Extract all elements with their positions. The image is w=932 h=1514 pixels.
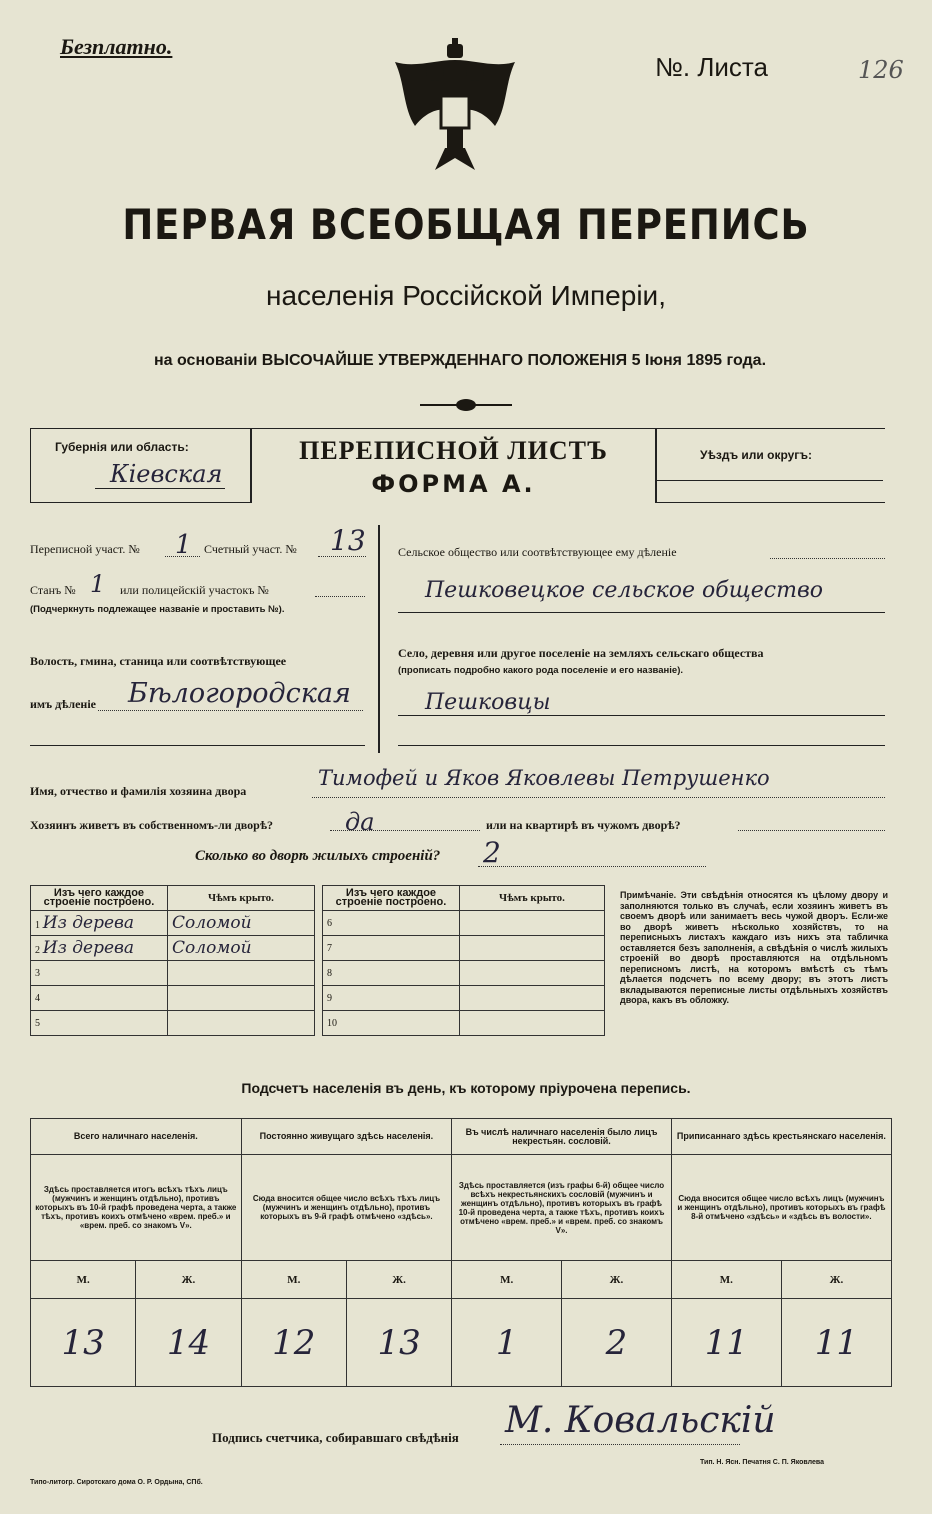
volost-label: Волость, гмина, станица или соотвѣтствующее [30, 654, 287, 668]
buildings-table-right [322, 885, 605, 1036]
col-material-header-2: Изъ чего каждое строеніе построено. [323, 886, 460, 911]
pop-assigned-m: 11 [671, 1299, 781, 1387]
signature-label: Подпись счетчика, собиравшаго свѣдѣнія [212, 1430, 459, 1445]
uezd-label: Уѣздъ или округъ: [700, 448, 813, 462]
col-roof-header-2: Чѣмъ крыто. [460, 886, 605, 911]
subscribe-note: (Подчеркнуть подлежащее названіе и проставить №). [30, 604, 285, 615]
schet-label: Счетный участ. № [204, 542, 297, 556]
buildings-table-left [30, 885, 315, 1036]
pop-total-f: 14 [136, 1299, 241, 1387]
owner-name-label: Имя, отчество и фамилія хозяина двора [30, 784, 247, 798]
table-row: 7 [323, 936, 605, 961]
page-subtitle: населенія Россійской Имперіи, [266, 280, 666, 311]
uchast-label: Переписной участ. № [30, 542, 140, 556]
table-row: 4 [31, 986, 315, 1011]
table-row: 1 Из дерева Соломой [31, 911, 315, 936]
village-note: (прописать подробно какого рода поселеніе и его названіе). [398, 665, 684, 676]
pop-desc-1: Здѣсь проставляется итогъ всѣхъ тѣхъ лицъ (мужчинъ и женщинъ отдѣльно), противъ которыхъ въ 10-й графѣ проведена черта, а также тѣхъ, противъ коихъ отмѣчено «врем. преб.» и «врем. преб. со знакомъ V». [31, 1155, 242, 1261]
buildings-count-value: 2 [483, 836, 501, 869]
form-title: ПЕРЕПИСНОЙ ЛИСТЪ [299, 436, 608, 465]
village-value: Пешковцы [425, 690, 551, 715]
pop-assigned-f: 11 [781, 1299, 891, 1387]
table-row: 6 [323, 911, 605, 936]
pop-m-label-1: М. [31, 1261, 136, 1299]
volost-value: Бѣлогородская [128, 678, 351, 709]
pop-nonpeasant-m: 1 [452, 1299, 562, 1387]
sheet-number-value: 126 [858, 56, 904, 84]
table-row: 2 Из дерева Соломой [31, 936, 315, 961]
table-row [31, 1299, 892, 1387]
village-label: Село, деревня или другое поселеніе на земляхъ сельскаго общества [398, 646, 764, 660]
pop-resident-m: 12 [241, 1299, 346, 1387]
uchast-value: 1 [175, 530, 192, 560]
table-row: 8 [323, 961, 605, 986]
owner-name-value: Тимофей и Яков Яковлевы Петрушенко [318, 766, 770, 790]
police-label: или полицейскій участокъ № [120, 583, 269, 597]
schet-value: 13 [330, 524, 366, 557]
table-row: 9 [323, 986, 605, 1011]
pop-f-label-1: Ж. [136, 1261, 241, 1299]
gubernia-value: Кiевская [110, 460, 223, 488]
owner-lives-label: Хозяинъ живетъ въ собственномъ-ли дворѣ? [30, 818, 274, 832]
col-material-header: Изъ чего каждое строеніе построено. [31, 886, 168, 911]
printer-right: Тип. Н. Ясн. Печатня С. П. Яковлева [700, 1459, 824, 1466]
page-title: ПЕРВАЯ ВСЕОБЩАЯ ПЕРЕПИСЬ [122, 200, 810, 249]
gubernia-label: Губернія или область: [55, 440, 189, 454]
stan-value: 1 [90, 570, 106, 598]
signature-value: М. Ковальскій [505, 1400, 776, 1441]
pop-f-label-4: Ж. [781, 1261, 891, 1299]
owner-lives-value: да [345, 808, 375, 836]
pop-head-4: Приписаннаго здѣсь крестьянскаго населенія. [671, 1119, 891, 1155]
table-row: 5 [31, 1011, 315, 1036]
col-roof-header: Чѣмъ крыто. [168, 886, 315, 911]
free-label: Безплатно. [60, 34, 173, 59]
pop-f-label-3: Ж. [562, 1261, 672, 1299]
pop-head-2: Постоянно живущаго здѣсь населенія. [241, 1119, 452, 1155]
pop-desc-3: Здѣсь проставляется (изъ графы 6-й) общее число всѣхъ некрестьянскихъ сословій (мужчинъ и женщинъ отдѣльно), противъ которыхъ въ графѣ 10-й проведена черта, а также тѣхъ, противъ коихъ отмѣчено «врем. преб.» и «врем. преб. со знакомъ V». [452, 1155, 672, 1261]
society-value: Пешковецкое сельское общество [425, 578, 823, 603]
pop-head-3: Въ числѣ наличнаго населенія было лицъ некрестьян. сословій. [452, 1119, 672, 1155]
sheet-number-label: №. Листа [655, 52, 769, 82]
form-subtitle: ФОРМА А. [371, 470, 536, 498]
population-table [30, 1118, 892, 1387]
ornament-divider [420, 398, 512, 412]
pop-total-m: 13 [31, 1299, 136, 1387]
population-title: Подсчетъ населенія въ день, къ которому пріурочена перепись. [241, 1080, 691, 1096]
basis-text: на основаніи ВЫСОЧАЙШЕ УТВЕРЖДЕННАГО ПОЛОЖЕНІЯ 5 Іюня 1895 года. [153, 352, 767, 369]
volost-label-2: имъ дѣленіе [30, 697, 96, 711]
buildings-count-label: Сколько во дворѣ жилыхъ строеній? [195, 848, 441, 864]
pop-m-label-3: М. [452, 1261, 562, 1299]
pop-desc-2: Сюда вносится общее число всѣхъ тѣхъ лицъ (мужчинъ и женщинъ отдѣльно), противъ которыхъ въ 9-й графѣ отмѣчено «здѣсь». [241, 1155, 452, 1261]
pop-f-label-2: Ж. [346, 1261, 451, 1299]
imperial-eagle-icon [385, 38, 525, 178]
pop-resident-f: 13 [346, 1299, 451, 1387]
pop-m-label-2: М. [241, 1261, 346, 1299]
society-label: Сельское общество или соотвѣтствующее ему дѣленіе [398, 545, 677, 559]
pop-head-1: Всего наличнаго населенія. [31, 1119, 242, 1155]
table-row: 3 [31, 961, 315, 986]
pop-nonpeasant-f: 2 [562, 1299, 672, 1387]
table-row: 10 [323, 1011, 605, 1036]
pop-m-label-4: М. [671, 1261, 781, 1299]
pop-desc-4: Сюда вносится общее число всѣхъ лицъ (мужчинъ и женщинъ отдѣльно), противъ которыхъ въ графѣ 8-й отмѣчено «здѣсь» и «здѣсь въ волости». [671, 1155, 891, 1261]
owner-rent-label: или на квартирѣ въ чужомъ дворѣ? [486, 818, 681, 832]
stan-label: Станъ № [30, 583, 76, 597]
printer-left: Типо-литогр. Сиротскаго дома О. Р. Ордына, СПб. [30, 1479, 203, 1486]
note-text: Примѣчаніе. Эти свѣдѣнія относятся къ цѣлому двору и заполняются только въ случаѣ, если хозяинъ живетъ въ своемъ дворѣ или занимаетъ весь чужой дворъ. Если-же во дворѣ живетъ нѣсколько хозяйствъ, то на переписныхъ листахъ каждаго изъ нихъ эта табличка оставляется безъ заполненія, а свѣдѣнія о числѣ жилыхъ строеній во дворѣ проставляются на отдѣльномъ переписномъ листѣ, на которомъ вмѣстѣ съ тѣмъ дѣлается подсчетъ по всему двору; въ этотъ листъ вкладываются переписные листы отдѣльныхъ хозяйствъ двора, какъ въ обложку. [620, 890, 888, 1005]
